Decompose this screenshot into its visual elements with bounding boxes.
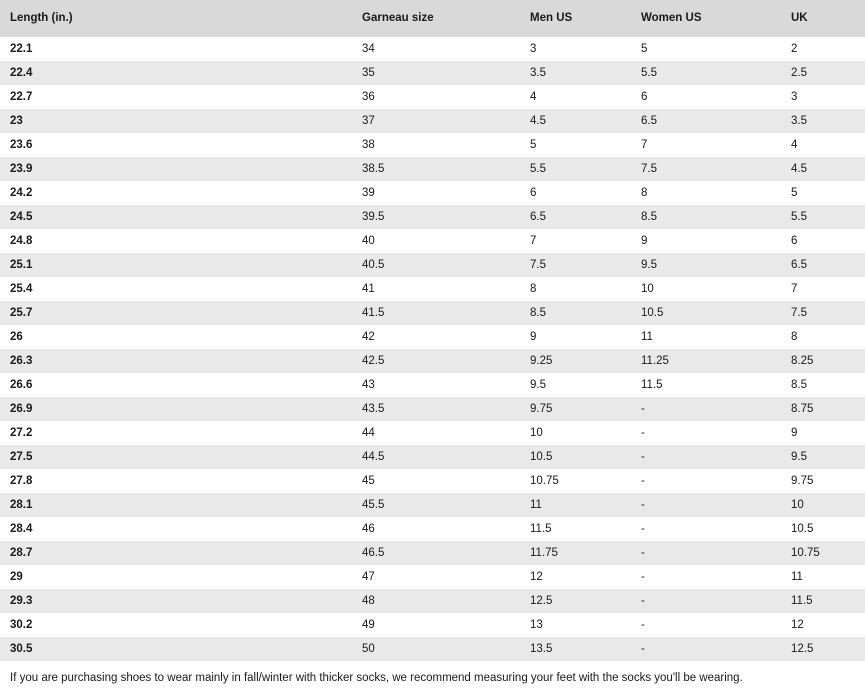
cell-size: 9.25 bbox=[520, 349, 631, 373]
cell-size: 4.5 bbox=[781, 157, 865, 181]
cell-size: 37 bbox=[352, 109, 520, 133]
cell-length: 26.3 bbox=[0, 349, 352, 373]
cell-size: - bbox=[631, 541, 781, 565]
cell-size: 9.5 bbox=[631, 253, 781, 277]
cell-length: 26 bbox=[0, 325, 352, 349]
cell-size: 6.5 bbox=[520, 205, 631, 229]
cell-length: 25.7 bbox=[0, 301, 352, 325]
cell-size: 45 bbox=[352, 469, 520, 493]
cell-size: 44.5 bbox=[352, 445, 520, 469]
cell-size: 3.5 bbox=[520, 61, 631, 85]
cell-size: 9 bbox=[520, 325, 631, 349]
cell-size: 44 bbox=[352, 421, 520, 445]
table-body bbox=[0, 37, 865, 661]
cell-size: 41 bbox=[352, 277, 520, 301]
cell-length: 27.2 bbox=[0, 421, 352, 445]
cell-size: 3 bbox=[781, 85, 865, 109]
table-row bbox=[0, 205, 865, 229]
cell-size: 6.5 bbox=[781, 253, 865, 277]
cell-size: 11.5 bbox=[520, 517, 631, 541]
cell-length: 29 bbox=[0, 565, 352, 589]
table-row bbox=[0, 445, 865, 469]
cell-size: 7.5 bbox=[781, 301, 865, 325]
cell-size: 10 bbox=[631, 277, 781, 301]
cell-size: 8 bbox=[520, 277, 631, 301]
cell-size: 9.75 bbox=[781, 469, 865, 493]
cell-size: 10.5 bbox=[520, 445, 631, 469]
table-row bbox=[0, 397, 865, 421]
table-row bbox=[0, 517, 865, 541]
cell-length: 22.7 bbox=[0, 85, 352, 109]
cell-size: - bbox=[631, 565, 781, 589]
table-row bbox=[0, 373, 865, 397]
cell-length: 22.4 bbox=[0, 61, 352, 85]
table-row bbox=[0, 133, 865, 157]
cell-length: 24.5 bbox=[0, 205, 352, 229]
cell-size: 46.5 bbox=[352, 541, 520, 565]
cell-size: 10 bbox=[520, 421, 631, 445]
cell-size: 4.5 bbox=[520, 109, 631, 133]
cell-length: 30.2 bbox=[0, 613, 352, 637]
column-header-men-us: Men US bbox=[520, 0, 631, 37]
table-header-row bbox=[0, 0, 865, 37]
cell-size: - bbox=[631, 469, 781, 493]
cell-size: 11.25 bbox=[631, 349, 781, 373]
cell-size: - bbox=[631, 613, 781, 637]
table-row bbox=[0, 349, 865, 373]
table-row bbox=[0, 541, 865, 565]
cell-size: 13 bbox=[520, 613, 631, 637]
cell-size: 8 bbox=[781, 325, 865, 349]
cell-size: 11.5 bbox=[781, 589, 865, 613]
cell-size: 8.25 bbox=[781, 349, 865, 373]
table-row bbox=[0, 157, 865, 181]
cell-size: 40.5 bbox=[352, 253, 520, 277]
cell-size: 8 bbox=[631, 181, 781, 205]
cell-size: 3.5 bbox=[781, 109, 865, 133]
cell-length: 22.1 bbox=[0, 37, 352, 61]
cell-size: 8.5 bbox=[631, 205, 781, 229]
cell-size: 8.75 bbox=[781, 397, 865, 421]
cell-size: 5 bbox=[631, 37, 781, 61]
cell-size: - bbox=[631, 517, 781, 541]
cell-size: 48 bbox=[352, 589, 520, 613]
cell-size: 9.5 bbox=[520, 373, 631, 397]
cell-length: 27.5 bbox=[0, 445, 352, 469]
cell-size: 42.5 bbox=[352, 349, 520, 373]
cell-length: 25.4 bbox=[0, 277, 352, 301]
cell-size: 6.5 bbox=[631, 109, 781, 133]
table-row bbox=[0, 253, 865, 277]
table-row bbox=[0, 61, 865, 85]
table-header bbox=[0, 0, 865, 37]
table-row bbox=[0, 277, 865, 301]
cell-size: 36 bbox=[352, 85, 520, 109]
cell-length: 30.5 bbox=[0, 637, 352, 661]
cell-length: 23.6 bbox=[0, 133, 352, 157]
cell-size: 6 bbox=[631, 85, 781, 109]
table-row bbox=[0, 229, 865, 253]
cell-size: 35 bbox=[352, 61, 520, 85]
table-row bbox=[0, 493, 865, 517]
cell-size: 43.5 bbox=[352, 397, 520, 421]
cell-size: 5.5 bbox=[781, 205, 865, 229]
cell-size: 6 bbox=[781, 229, 865, 253]
cell-size: 7 bbox=[520, 229, 631, 253]
cell-size: 6 bbox=[520, 181, 631, 205]
cell-size: 34 bbox=[352, 37, 520, 61]
cell-size: 4 bbox=[781, 133, 865, 157]
cell-length: 24.8 bbox=[0, 229, 352, 253]
cell-size: 10.5 bbox=[781, 517, 865, 541]
cell-size: 11 bbox=[631, 325, 781, 349]
cell-size: 46 bbox=[352, 517, 520, 541]
column-header-uk: UK bbox=[781, 0, 865, 37]
cell-size: 42 bbox=[352, 325, 520, 349]
cell-size: 5.5 bbox=[631, 61, 781, 85]
cell-size: 11 bbox=[781, 565, 865, 589]
cell-size: - bbox=[631, 397, 781, 421]
column-header-garneau-size: Garneau size bbox=[352, 0, 520, 37]
cell-size: 5 bbox=[781, 181, 865, 205]
cell-size: - bbox=[631, 493, 781, 517]
cell-length: 23.9 bbox=[0, 157, 352, 181]
cell-size: 38.5 bbox=[352, 157, 520, 181]
cell-size: 5.5 bbox=[520, 157, 631, 181]
cell-length: 24.2 bbox=[0, 181, 352, 205]
cell-length: 26.6 bbox=[0, 373, 352, 397]
cell-size: 11.5 bbox=[631, 373, 781, 397]
table-row bbox=[0, 37, 865, 61]
cell-size: 7 bbox=[781, 277, 865, 301]
cell-size: - bbox=[631, 589, 781, 613]
cell-length: 25.1 bbox=[0, 253, 352, 277]
cell-size: 12.5 bbox=[520, 589, 631, 613]
cell-size: 4 bbox=[520, 85, 631, 109]
cell-size: 10.75 bbox=[781, 541, 865, 565]
cell-size: 47 bbox=[352, 565, 520, 589]
table-row bbox=[0, 565, 865, 589]
cell-size: 13.5 bbox=[520, 637, 631, 661]
column-header-length: Length (in.) bbox=[0, 0, 352, 37]
cell-length: 23 bbox=[0, 109, 352, 133]
cell-size: 9.75 bbox=[520, 397, 631, 421]
cell-length: 29.3 bbox=[0, 589, 352, 613]
table-row bbox=[0, 421, 865, 445]
cell-size: 39.5 bbox=[352, 205, 520, 229]
table-row bbox=[0, 325, 865, 349]
table-row bbox=[0, 85, 865, 109]
cell-size: 9 bbox=[631, 229, 781, 253]
table-row bbox=[0, 589, 865, 613]
cell-size: 7.5 bbox=[631, 157, 781, 181]
cell-length: 28.7 bbox=[0, 541, 352, 565]
cell-size: 10 bbox=[781, 493, 865, 517]
column-header-women-us: Women US bbox=[631, 0, 781, 37]
cell-size: - bbox=[631, 637, 781, 661]
cell-size: 9 bbox=[781, 421, 865, 445]
table-row bbox=[0, 613, 865, 637]
cell-size: 2.5 bbox=[781, 61, 865, 85]
cell-size: 49 bbox=[352, 613, 520, 637]
cell-size: 2 bbox=[781, 37, 865, 61]
cell-size: 41.5 bbox=[352, 301, 520, 325]
cell-size: 12.5 bbox=[781, 637, 865, 661]
cell-size: 8.5 bbox=[520, 301, 631, 325]
cell-size: 45.5 bbox=[352, 493, 520, 517]
table-row bbox=[0, 181, 865, 205]
cell-size: 11.75 bbox=[520, 541, 631, 565]
cell-size: 7 bbox=[631, 133, 781, 157]
cell-size: 11 bbox=[520, 493, 631, 517]
cell-size: 39 bbox=[352, 181, 520, 205]
footnote-text: If you are purchasing shoes to wear mainly in fall/winter with thicker socks, we recommend measuring your feet with the socks you'll be wearing. bbox=[10, 672, 743, 684]
cell-size: 9.5 bbox=[781, 445, 865, 469]
cell-size: 8.5 bbox=[781, 373, 865, 397]
cell-length: 26.9 bbox=[0, 397, 352, 421]
cell-size: 12 bbox=[520, 565, 631, 589]
cell-length: 27.8 bbox=[0, 469, 352, 493]
table-row bbox=[0, 109, 865, 133]
cell-size: 10.75 bbox=[520, 469, 631, 493]
cell-size: 40 bbox=[352, 229, 520, 253]
cell-size: - bbox=[631, 445, 781, 469]
cell-size: 50 bbox=[352, 637, 520, 661]
table-row bbox=[0, 637, 865, 661]
cell-size: 38 bbox=[352, 133, 520, 157]
cell-size: 5 bbox=[520, 133, 631, 157]
cell-size: 10.5 bbox=[631, 301, 781, 325]
cell-size: 12 bbox=[781, 613, 865, 637]
table-row bbox=[0, 469, 865, 493]
table-row bbox=[0, 301, 865, 325]
cell-size: 43 bbox=[352, 373, 520, 397]
cell-size: 3 bbox=[520, 37, 631, 61]
cell-size: 7.5 bbox=[520, 253, 631, 277]
cell-length: 28.4 bbox=[0, 517, 352, 541]
cell-size: - bbox=[631, 421, 781, 445]
cell-length: 28.1 bbox=[0, 493, 352, 517]
